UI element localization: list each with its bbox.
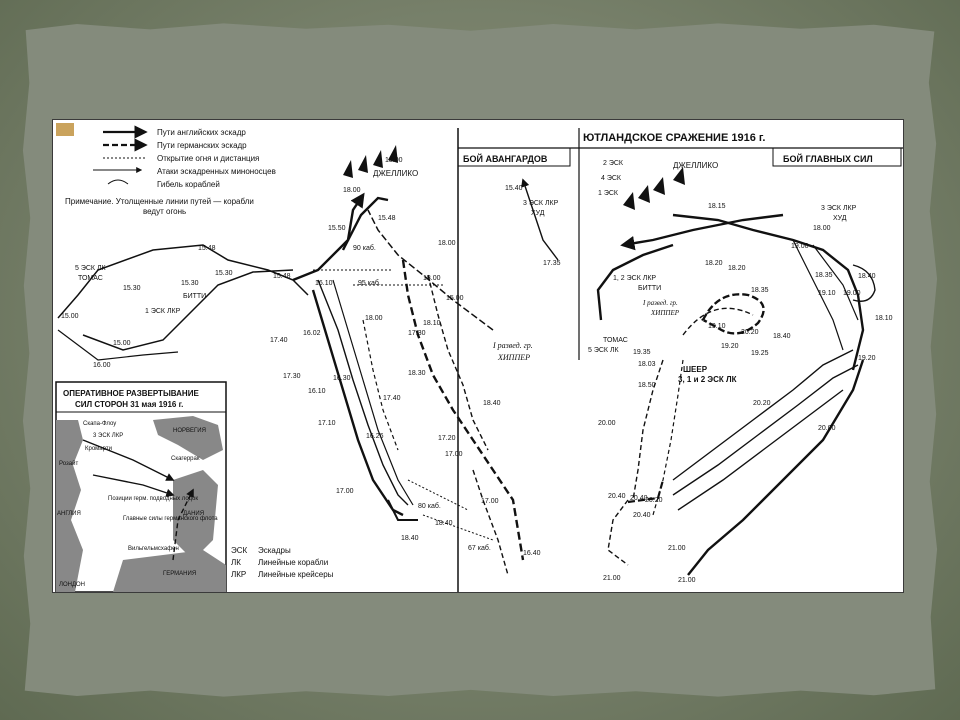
svg-text:3 ЭСК ЛКР: 3 ЭСК ЛКР bbox=[93, 433, 124, 439]
svg-text:19.35: 19.35 bbox=[633, 349, 651, 356]
svg-text:17.30: 17.30 bbox=[408, 330, 426, 337]
svg-text:НОРВЕГИЯ: НОРВЕГИЯ bbox=[173, 428, 206, 434]
right-labels bbox=[588, 160, 893, 584]
svg-text:19.10: 19.10 bbox=[708, 323, 726, 330]
svg-text:18.10: 18.10 bbox=[875, 315, 893, 322]
svg-text:ХИППЕР: ХИППЕР bbox=[651, 309, 679, 317]
svg-text:ЛОНДОН: ЛОНДОН bbox=[59, 582, 86, 588]
svg-text:19.20: 19.20 bbox=[858, 355, 876, 362]
svg-text:СИЛ СТОРОН 31 мая 1916 г.: СИЛ СТОРОН 31 мая 1916 г. bbox=[75, 400, 184, 409]
svg-text:19.25: 19.25 bbox=[751, 350, 769, 357]
svg-text:16.26: 16.26 bbox=[366, 433, 384, 440]
publisher-logo bbox=[56, 123, 74, 136]
svg-text:ТОМАС: ТОМАС bbox=[603, 337, 628, 344]
svg-text:5 ЭСК ЛК: 5 ЭСК ЛК bbox=[75, 265, 106, 272]
svg-text:I развед. гр.: I развед. гр. bbox=[493, 341, 533, 350]
svg-text:3 ЭСК ЛКР: 3 ЭСК ЛКР bbox=[523, 200, 559, 207]
svg-text:16.40: 16.40 bbox=[523, 550, 541, 557]
svg-text:18.50: 18.50 bbox=[638, 382, 656, 389]
svg-text:18.00: 18.00 bbox=[385, 157, 403, 164]
svg-text:АНГЛИЯ: АНГЛИЯ bbox=[57, 511, 81, 517]
svg-text:21.00: 21.00 bbox=[668, 545, 686, 552]
svg-text:15.48: 15.48 bbox=[378, 215, 396, 222]
svg-text:ХУД: ХУД bbox=[833, 215, 847, 222]
svg-text:2 ЭСК: 2 ЭСК bbox=[603, 160, 624, 167]
svg-text:18.20: 18.20 bbox=[705, 260, 723, 267]
svg-text:ЭСК: ЭСК bbox=[231, 546, 248, 555]
svg-text:18.20: 18.20 bbox=[728, 265, 746, 272]
svg-text:18.00: 18.00 bbox=[423, 275, 441, 282]
svg-text:21.00: 21.00 bbox=[603, 575, 621, 582]
svg-text:16.30: 16.30 bbox=[333, 375, 351, 382]
svg-text:18.00: 18.00 bbox=[343, 187, 361, 194]
svg-text:18.00: 18.00 bbox=[813, 225, 831, 232]
svg-text:Розайт: Розайт bbox=[59, 461, 79, 467]
svg-text:20.40: 20.40 bbox=[633, 512, 651, 519]
svg-text:19.10: 19.10 bbox=[818, 290, 836, 297]
svg-text:ДАНИЯ: ДАНИЯ bbox=[183, 511, 205, 517]
svg-text:15.00: 15.00 bbox=[113, 340, 131, 347]
svg-text:Скапа-Флоу: Скапа-Флоу bbox=[83, 421, 117, 427]
svg-text:15.50: 15.50 bbox=[328, 225, 346, 232]
svg-text:ХИППЕР: ХИППЕР bbox=[498, 353, 530, 362]
svg-text:Эскадры: Эскадры bbox=[258, 546, 291, 555]
svg-text:16.10: 16.10 bbox=[315, 280, 333, 287]
svg-text:67 каб.: 67 каб. bbox=[468, 545, 491, 552]
battle-map bbox=[53, 120, 903, 592]
svg-text:ТОМАС: ТОМАС bbox=[78, 275, 103, 282]
svg-text:18.40: 18.40 bbox=[435, 520, 453, 527]
svg-text:1, 2 ЭСК ЛКР: 1, 2 ЭСК ЛКР bbox=[613, 275, 657, 282]
svg-text:Линейные корабли: Линейные корабли bbox=[258, 558, 329, 567]
svg-text:19.20: 19.20 bbox=[721, 343, 739, 350]
svg-text:18.40: 18.40 bbox=[858, 273, 876, 280]
svg-text:18.00: 18.00 bbox=[365, 315, 383, 322]
svg-text:18.40: 18.40 bbox=[483, 400, 501, 407]
svg-text:Атаки эскадренных миноносцев: Атаки эскадренных миноносцев bbox=[157, 167, 276, 176]
svg-text:80 каб.: 80 каб. bbox=[418, 503, 441, 510]
svg-text:20.20: 20.20 bbox=[645, 497, 663, 504]
svg-text:18.35: 18.35 bbox=[815, 272, 833, 279]
svg-text:ДЖЕЛЛИКО: ДЖЕЛЛИКО bbox=[373, 169, 419, 178]
svg-text:15.40: 15.40 bbox=[505, 185, 523, 192]
svg-text:Вильгельмсхафен: Вильгельмсхафен bbox=[128, 546, 179, 552]
svg-text:15.48: 15.48 bbox=[198, 245, 216, 252]
svg-text:4 ЭСК: 4 ЭСК bbox=[601, 175, 622, 182]
svg-text:БИТТИ: БИТТИ bbox=[638, 285, 662, 292]
svg-text:Открытие огня и дистанция: Открытие огня и дистанция bbox=[157, 154, 260, 163]
svg-text:18.40: 18.40 bbox=[401, 535, 419, 542]
svg-text:БИТТИ: БИТТИ bbox=[183, 293, 207, 300]
svg-text:95 каб.: 95 каб. bbox=[358, 280, 381, 287]
svg-text:15.00: 15.00 bbox=[446, 295, 464, 302]
svg-text:ДЖЕЛЛИКО: ДЖЕЛЛИКО bbox=[673, 161, 719, 170]
svg-text:17.35: 17.35 bbox=[543, 260, 561, 267]
svg-text:21.00: 21.00 bbox=[678, 577, 696, 584]
svg-text:Пути английских эскадр: Пути английских эскадр bbox=[157, 128, 246, 137]
svg-text:18.00: 18.00 bbox=[438, 240, 456, 247]
svg-text:ШЕЕР: ШЕЕР bbox=[683, 365, 708, 374]
map-drawing bbox=[53, 120, 903, 592]
svg-text:ЛКР: ЛКР bbox=[231, 570, 247, 579]
svg-text:Примечание. Утолщенные линии п: Примечание. Утолщенные линии путей — корабли bbox=[65, 197, 254, 206]
svg-text:18.35: 18.35 bbox=[751, 287, 769, 294]
svg-text:Гибель кораблей: Гибель кораблей bbox=[157, 180, 220, 189]
svg-text:15.48: 15.48 bbox=[273, 273, 291, 280]
svg-text:Линейные крейсеры: Линейные крейсеры bbox=[258, 570, 334, 579]
svg-text:19.00: 19.00 bbox=[791, 243, 809, 250]
svg-text:3, 1 и 2 ЭСК ЛК: 3, 1 и 2 ЭСК ЛК bbox=[678, 375, 737, 384]
svg-text:15.30: 15.30 bbox=[123, 285, 141, 292]
svg-text:17.30: 17.30 bbox=[283, 373, 301, 380]
svg-text:18.40: 18.40 bbox=[773, 333, 791, 340]
svg-text:ГЕРМАНИЯ: ГЕРМАНИЯ bbox=[163, 571, 197, 577]
svg-text:17.20: 17.20 bbox=[438, 435, 456, 442]
svg-text:17.00: 17.00 bbox=[445, 451, 463, 458]
main-title: БОЙ ГЛАВНЫХ СИЛ bbox=[783, 154, 873, 164]
svg-text:Пути германских эскадр: Пути германских эскадр bbox=[157, 141, 247, 150]
svg-text:1 ЭСК ЛКР: 1 ЭСК ЛКР bbox=[145, 308, 181, 315]
svg-text:Позиции герм. подводных лодок: Позиции герм. подводных лодок bbox=[108, 496, 198, 502]
svg-text:20.00: 20.00 bbox=[598, 420, 616, 427]
svg-text:Скагеррак: Скагеррак bbox=[171, 456, 200, 462]
svg-text:15.30: 15.30 bbox=[181, 280, 199, 287]
svg-text:17.40: 17.40 bbox=[270, 337, 288, 344]
svg-text:20.00: 20.00 bbox=[818, 425, 836, 432]
svg-text:17.40: 17.40 bbox=[383, 395, 401, 402]
svg-text:15.30: 15.30 bbox=[215, 270, 233, 277]
svg-text:Кромарти: Кромарти bbox=[85, 446, 112, 452]
svg-text:Главные силы германского флота: Главные силы германского флота bbox=[123, 516, 218, 522]
svg-text:I развед. гр.: I развед. гр. bbox=[643, 299, 678, 307]
svg-text:16.02: 16.02 bbox=[303, 330, 321, 337]
svg-text:17.00: 17.00 bbox=[481, 498, 499, 505]
svg-text:17.00: 17.00 bbox=[336, 488, 354, 495]
svg-text:90 каб.: 90 каб. bbox=[353, 245, 376, 252]
svg-text:1 ЭСК: 1 ЭСК bbox=[598, 190, 619, 197]
svg-text:18.03: 18.03 bbox=[638, 361, 656, 368]
svg-text:20.20: 20.20 bbox=[753, 400, 771, 407]
svg-text:20.20: 20.20 bbox=[741, 329, 759, 336]
svg-text:15.00: 15.00 bbox=[61, 313, 79, 320]
svg-text:ХУД: ХУД bbox=[531, 210, 545, 217]
svg-text:ЛК: ЛК bbox=[231, 558, 241, 567]
map-title: ЮТЛАНДСКОЕ СРАЖЕНИЕ 1916 г. bbox=[583, 132, 766, 144]
svg-text:16.00: 16.00 bbox=[93, 362, 111, 369]
svg-text:3 ЭСК ЛКР: 3 ЭСК ЛКР bbox=[821, 205, 857, 212]
svg-text:18.10: 18.10 bbox=[423, 320, 441, 327]
abbreviation-legend bbox=[231, 546, 334, 579]
svg-text:ОПЕРАТИВНОЕ РАЗВЕРТЫВАНИЕ: ОПЕРАТИВНОЕ РАЗВЕРТЫВАНИЕ bbox=[63, 389, 199, 398]
svg-text:20.40: 20.40 bbox=[608, 493, 626, 500]
legend bbox=[56, 123, 276, 216]
svg-text:18.30: 18.30 bbox=[408, 370, 426, 377]
svg-text:20.40: 20.40 bbox=[630, 495, 648, 502]
inset-map bbox=[56, 382, 226, 592]
vanguard-title: БОЙ АВАНГАРДОВ bbox=[463, 154, 548, 164]
destroyer-flotilla-right bbox=[623, 167, 685, 210]
svg-text:ведут огонь: ведут огонь bbox=[143, 207, 187, 216]
svg-text:5 ЭСК ЛК: 5 ЭСК ЛК bbox=[588, 347, 619, 354]
svg-text:17.10: 17.10 bbox=[318, 420, 336, 427]
svg-text:16.10: 16.10 bbox=[308, 388, 326, 395]
svg-text:18.15: 18.15 bbox=[708, 203, 726, 210]
svg-text:19.00: 19.00 bbox=[843, 290, 861, 297]
